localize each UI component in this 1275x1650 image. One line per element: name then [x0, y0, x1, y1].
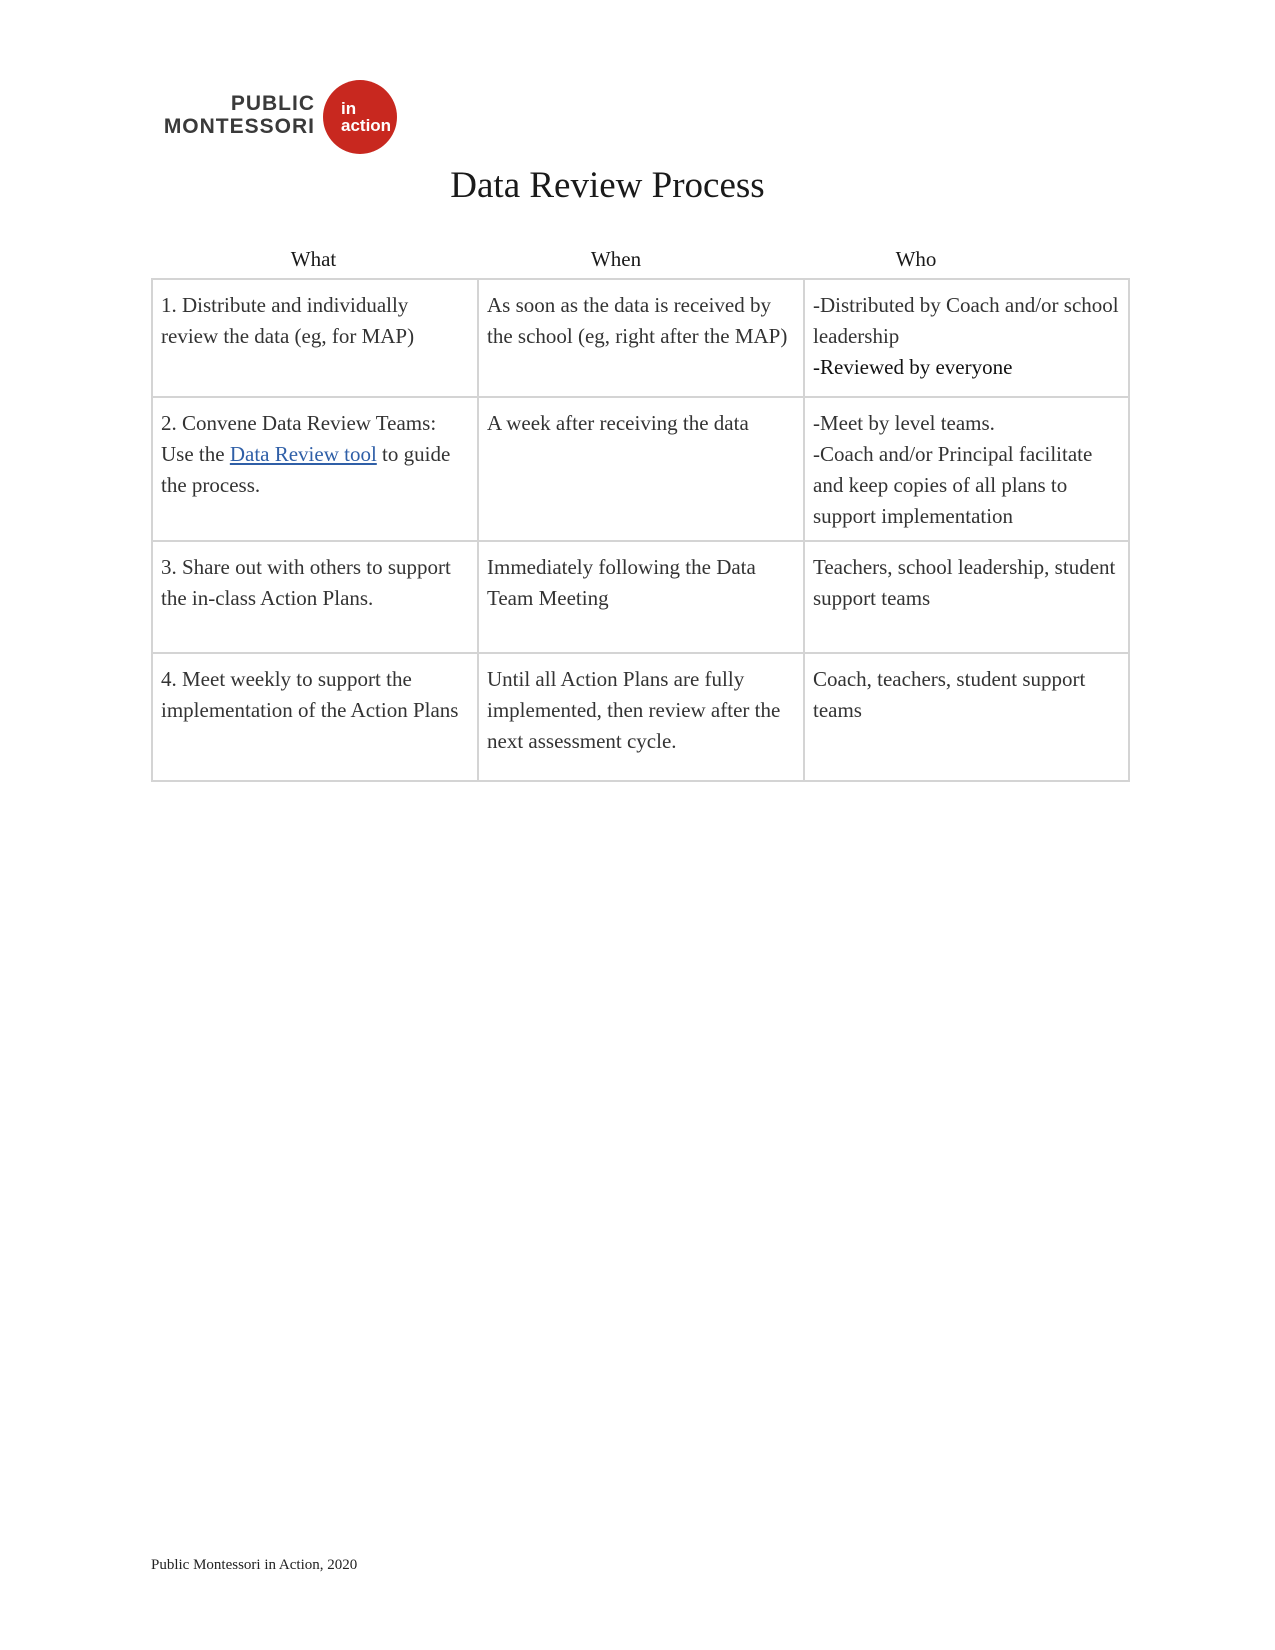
table-row — [152, 541, 1129, 653]
column-headers — [151, 247, 1128, 275]
table-row — [152, 397, 1129, 541]
column-header-who: Who — [895, 247, 937, 271]
cell-text: 2. Convene Data Review Teams: Use the — [161, 411, 437, 466]
cell-who: Coach, teachers, student support teams — [804, 653, 1129, 781]
who-line: -Meet by level teams. — [813, 411, 995, 435]
logo-circle-icon — [323, 80, 397, 154]
cell-when: As soon as the data is received by the school (eg, right after the MAP) — [478, 279, 804, 397]
data-review-tool-link[interactable]: Data Review tool — [229, 442, 377, 466]
column-header-when: When — [590, 247, 642, 271]
cell-who — [804, 279, 1129, 397]
footer-text: Public Montessori in Action, 2020 — [151, 1557, 358, 1573]
who-line: -Reviewed by everyone — [813, 355, 1013, 379]
logo-line-public: PUBLIC — [230, 92, 315, 115]
column-header-what: What — [290, 247, 337, 271]
logo-circle-action: action — [341, 116, 392, 135]
cell-what: 3. Share out with others to support the in-class Action Plans. — [152, 541, 478, 653]
logo-line-montessori: MONTESSORI — [163, 115, 315, 138]
cell-when: A week after receiving the data — [478, 397, 804, 541]
cell-when: Until all Action Plans are fully implemented, then review after the next assessment cycle. — [478, 653, 804, 781]
page-title: Data Review Process — [450, 165, 765, 206]
cell-what: 1. Distribute and individually review the data (eg, for MAP) — [152, 279, 478, 397]
cell-what — [152, 397, 478, 541]
logo — [155, 80, 395, 154]
table-row — [152, 279, 1129, 397]
cell-what: 4. Meet weekly to support the implementation of the Action Plans — [152, 653, 478, 781]
logo-circle-in: in — [341, 99, 357, 118]
table-row — [152, 653, 1129, 781]
process-table — [151, 278, 1130, 782]
who-line: -Distributed by Coach and/or school leadership — [813, 293, 1119, 348]
cell-who: Teachers, school leadership, student support teams — [804, 541, 1129, 653]
who-line: -Coach and/or Principal facilitate and keep copies of all plans to support implementation — [813, 442, 1093, 528]
cell-when: Immediately following the Data Team Meeting — [478, 541, 804, 653]
cell-text: to guide the process. — [161, 442, 451, 497]
cell-who — [804, 397, 1129, 541]
